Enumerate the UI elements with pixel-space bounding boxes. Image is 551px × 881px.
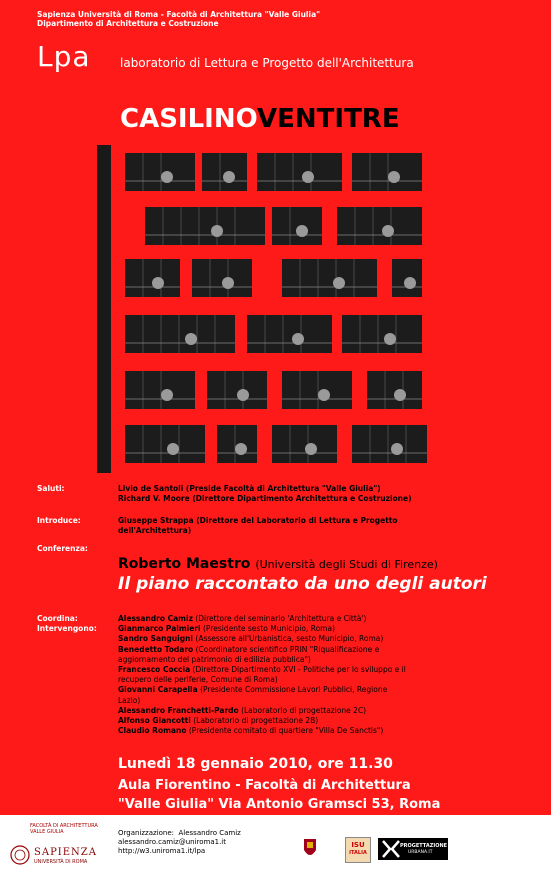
title-part-1: CASILINO bbox=[120, 104, 258, 134]
participant-line: Giovanni Carapella (Presidente Commissione Lavori Pubblici, Regione bbox=[118, 685, 388, 695]
participants-list bbox=[118, 614, 406, 736]
conferenza-label: Conferenza: bbox=[37, 544, 88, 553]
isu-logo-text-2: ITALIA bbox=[349, 850, 367, 856]
pu-logo-text-2: URBANA.IT bbox=[408, 850, 433, 855]
saluti-line-2: Richard V. Moore (Direttore Dipartimento Architettura e Costruzione) bbox=[118, 494, 412, 503]
introduce-line-2: dell'Architettura) bbox=[118, 526, 192, 535]
saluti-line-1: Livio de Santoli (Preside Facoltà di Architettura "Valle Giulia") bbox=[118, 484, 381, 493]
project-title bbox=[120, 104, 400, 134]
coordina-label: Coordina: bbox=[37, 614, 78, 623]
org-email[interactable]: alessandro.camiz@uniroma1.it bbox=[118, 838, 226, 846]
event-place: Aula Fiorentino - Facoltà di Architettura bbox=[118, 778, 411, 793]
participant-line: Francesco Coccia (Direttore Dipartimento XVI - Politiche per lo sviluppo e il bbox=[118, 665, 406, 675]
intervengono-label: Intervengono: bbox=[37, 624, 97, 633]
participant-line: Alfonso Giancotti (Laboratorio di progettazione 2B) bbox=[118, 716, 319, 726]
participant-line: Alessandro Camiz (Direttore del seminario 'Architettura e Città') bbox=[118, 614, 367, 623]
title-part-2: VENTITRE bbox=[257, 104, 400, 134]
org-line bbox=[118, 829, 241, 837]
footer bbox=[0, 815, 551, 881]
org-name: Alessandro Camiz bbox=[178, 829, 241, 837]
org-label: Organizzazione: bbox=[118, 829, 175, 837]
participant-line: Benedetto Todaro (Coordinatore scientifico PRIN "Riqualificazione e bbox=[118, 644, 380, 654]
speaker bbox=[118, 556, 438, 572]
participant-line: Sandro Sanguigni (Assessore all'Urbanistica, sesto Municipio, Roma) bbox=[118, 634, 384, 644]
header-line-1: Sapienza Università di Roma - Facoltà di Architettura "Valle Giulia" bbox=[37, 10, 321, 19]
event-date: Lunedì 18 gennaio 2010, ore 11.30 bbox=[118, 756, 393, 772]
lab-name: laboratorio di Lettura e Progetto dell'Architettura bbox=[120, 56, 414, 70]
lab-acronym: Lpa bbox=[37, 40, 91, 73]
sapienza-logo-text: SAPIENZA bbox=[34, 847, 97, 858]
faculty-small-2: VALLE GIULIA bbox=[30, 829, 64, 835]
participant-line: Alessandro Franchetti-Pardo (Laboratorio di progettazione 2C) bbox=[118, 705, 367, 715]
saluti-label: Saluti: bbox=[37, 484, 65, 493]
roma-crest-icon bbox=[303, 838, 317, 860]
introduce-line-1: Giuseppe Strappa (Direttore del Laboratorio di Lettura e Progetto bbox=[118, 516, 398, 525]
introduce-label: Introduce: bbox=[37, 516, 81, 525]
building-photo bbox=[97, 145, 435, 473]
event-address: "Valle Giulia" Via Antonio Gramsci 53, Roma bbox=[118, 797, 441, 812]
participant-line: Gianmarco Palmieri (Presidente sesto Municipio, Roma) bbox=[118, 624, 335, 634]
header-line-2: Dipartimento di Architettura e Costruzione bbox=[37, 19, 219, 28]
participant-line: Claudio Romano (Presidente comitato di quartiere "Villa De Sanctis") bbox=[118, 726, 384, 736]
speaker-affiliation: (Università degli Studi di Firenze) bbox=[255, 558, 438, 571]
pu-logo-text: PROGETTAZIONE bbox=[400, 843, 448, 849]
participant-line: recupero delle periferie, Comune di Roma) bbox=[118, 675, 278, 685]
pu-logo-icon bbox=[380, 838, 402, 860]
progettazione-urbana-logo bbox=[378, 838, 448, 860]
isu-italia-logo bbox=[345, 837, 371, 863]
participant-line: Lazio) bbox=[118, 695, 141, 705]
faculty-small-1: FACOLTÀ DI ARCHITETTURA bbox=[30, 823, 98, 829]
sapienza-sub: UNIVERSITÀ DI ROMA bbox=[34, 859, 88, 865]
org-url[interactable]: http://w3.uniroma1.it/lpa bbox=[118, 847, 206, 855]
sapienza-seal-icon bbox=[10, 845, 30, 865]
lecture-title: Il piano raccontato da uno degli autori bbox=[118, 574, 487, 594]
isu-logo-text: ISU bbox=[351, 841, 365, 849]
speaker-name: Roberto Maestro bbox=[118, 556, 251, 572]
participant-line: aggiornamento del patrimonio di edilizia pubblica") bbox=[118, 654, 311, 664]
